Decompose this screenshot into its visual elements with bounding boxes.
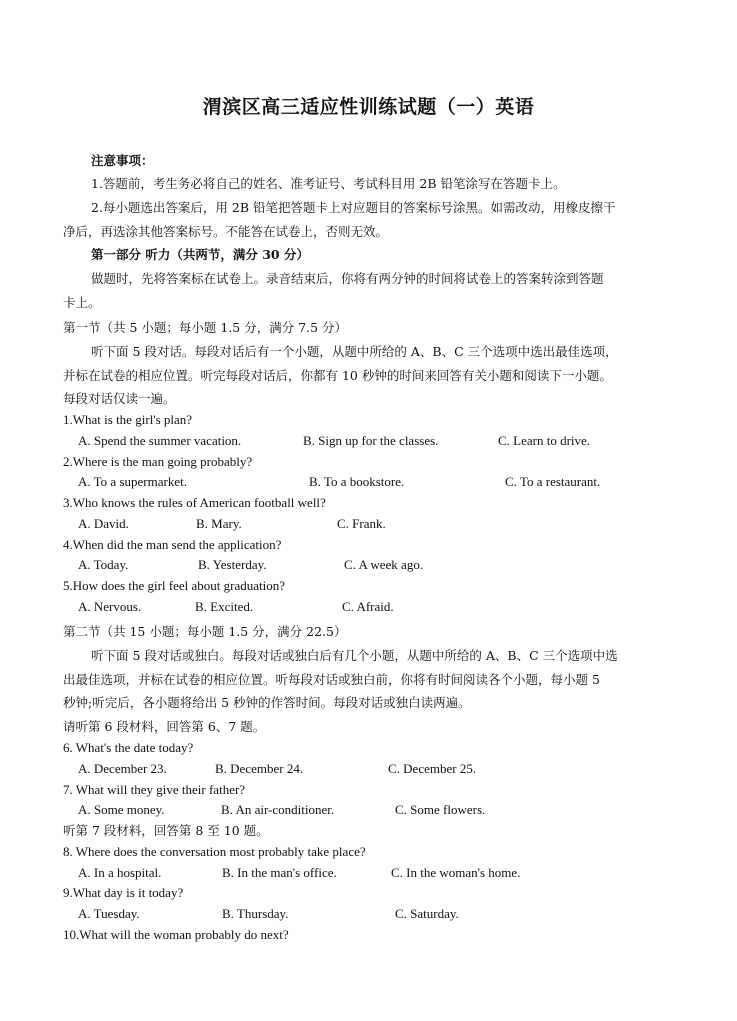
q4-option-c: C. A week ago. (344, 557, 424, 572)
q8-option-b: B. In the man's office. (222, 865, 337, 880)
q7-option-a: A. Some money. (78, 802, 165, 817)
section1-heading: 第一节（共 5 小题；每小题 1.5 分，满分 7.5 分） (63, 320, 348, 335)
q3-option-c: C. Frank. (337, 516, 386, 531)
q8-option-a: A. In a hospital. (78, 865, 162, 880)
q1-option-a: A. Spend the summer vacation. (78, 433, 242, 448)
section2-intro-line-2: 出最佳选项，并标在试卷的相应位置。听每段对话或独白前，你将有时间阅读各个小题，每小题 5 (63, 672, 600, 687)
q3-option-b: B. Mary. (196, 516, 242, 531)
q7-option-c: C. Some flowers. (395, 802, 486, 817)
question-8: 8. Where does the conversation most probably take place? (63, 844, 366, 859)
notice-item-2-line-1: 2.每小题选出答案后，用 2B 铅笔把答题卡上对应题目的答案标号涂黑。如需改动，用橡皮擦干 (91, 200, 616, 215)
question-10: 10.What will the woman probably do next? (63, 927, 289, 942)
q2-option-b: B. To a bookstore. (309, 474, 405, 489)
q9-option-b: B. Thursday. (222, 906, 289, 921)
part1-intro-line-2: 卡上。 (63, 295, 101, 310)
q7-option-b: B. An air-conditioner. (221, 802, 335, 817)
section2-heading: 第二节（共 15 小题；每小题 1.5 分，满分 22.5） (63, 624, 347, 639)
notice-item-2-line-2: 净后，再选涂其他答案标号。不能答在试卷上，否则无效。 (63, 224, 389, 239)
q1-option-c: C. Learn to drive. (498, 433, 591, 448)
q6-option-c: C. December 25. (388, 761, 477, 776)
section2-intro-line-3: 秒钟;听完后，各小题将给出 5 秒钟的作答时间。每段对话或独白读两遍。 (63, 695, 471, 710)
q8-option-c: C. In the woman's home. (391, 865, 521, 880)
q9-option-c: C. Saturday. (395, 906, 459, 921)
question-9: 9.What day is it today? (63, 885, 184, 900)
section1-intro-line-1: 听下面 5 段对话。每段对话后有一个小题，从题中所给的 A、B、C 三个选项中选出最佳选项， (91, 344, 618, 359)
q5-option-b: B. Excited. (195, 599, 254, 614)
question-5: 5.How does the girl feel about graduation? (63, 578, 286, 593)
question-6: 6. What's the date today? (63, 740, 194, 755)
question-1: 1.What is the girl's plan? (63, 412, 193, 427)
q2-option-a: A. To a supermarket. (78, 474, 187, 489)
material-6-instruction: 请听第 6 段材料，回答第 6、7 题。 (63, 719, 266, 734)
question-7: 7. What will they give their father? (63, 782, 246, 797)
question-4: 4.When did the man send the application? (63, 537, 282, 552)
q9-option-a: A. Tuesday. (78, 906, 140, 921)
q1-option-b: B. Sign up for the classes. (303, 433, 439, 448)
part1-heading: 第一部分 听力（共两节，满分 30 分） (91, 247, 309, 262)
q4-option-b: B. Yesterday. (198, 557, 267, 572)
q5-option-c: C. Afraid. (342, 599, 394, 614)
q3-option-a: A. David. (78, 516, 129, 531)
q6-option-a: A. December 23. (78, 761, 167, 776)
q4-option-a: A. Today. (78, 557, 129, 572)
q5-option-a: A. Nervous. (78, 599, 142, 614)
section1-intro-line-2: 并标在试卷的相应位置。听完每段对话后，你都有 10 秒钟的时间来回答有关小题和阅读下一小题。 (63, 368, 612, 383)
q6-option-b: B. December 24. (215, 761, 304, 776)
section1-intro-line-3: 每段对话仅读一遍。 (63, 391, 176, 406)
material-7-instruction: 听第 7 段材料，回答第 8 至 10 题。 (63, 823, 269, 838)
question-3: 3.Who knows the rules of American football well? (63, 495, 326, 510)
notice-heading: 注意事项： (91, 153, 154, 168)
q2-option-c: C. To a restaurant. (505, 474, 601, 489)
question-2: 2.Where is the man going probably? (63, 454, 253, 469)
part1-intro-line-1: 做题时，先将答案标在试卷上。录音结束后，你将有两分钟的时间将试卷上的答案转涂到答题 (91, 271, 604, 286)
section2-intro-line-1: 听下面 5 段对话或独白。每段对话或独白后有几个小题，从题中所给的 A、B、C 三个选项中选 (91, 648, 618, 663)
notice-item-1: 1.答题前，考生务必将自己的姓名、准考证号、考试科目用 2B 铅笔涂写在答题卡上。 (91, 176, 566, 191)
page-title: 渭滨区高三适应性训练试题（一）英语 (202, 96, 535, 118)
